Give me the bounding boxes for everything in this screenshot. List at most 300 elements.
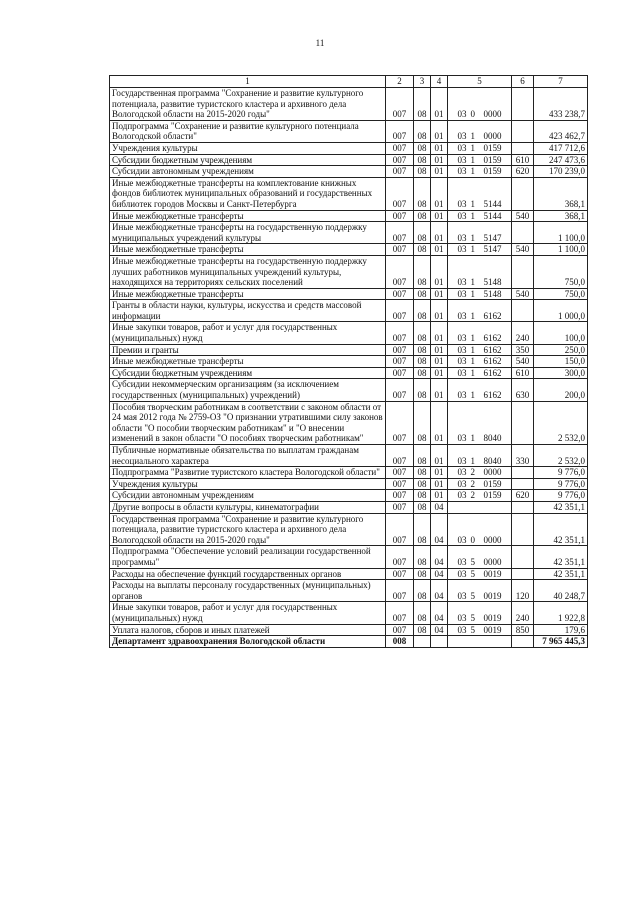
row-subsection-code: 04 xyxy=(431,546,448,568)
row-subsection-code: 01 xyxy=(431,490,448,502)
row-section-code: 08 xyxy=(414,322,431,344)
row-subsection-code: 04 xyxy=(431,513,448,546)
target-code-part: 1 xyxy=(470,166,475,177)
row-subsection-code: 04 xyxy=(431,580,448,602)
target-code-part: 0000 xyxy=(483,131,502,142)
table-row xyxy=(110,624,588,636)
row-expense-type-code xyxy=(512,401,534,444)
row-expense-type-code xyxy=(512,142,534,154)
row-section-code: 08 xyxy=(414,624,431,636)
target-code-part: 1 xyxy=(470,310,475,321)
row-expense-type-code: 330 xyxy=(512,445,534,467)
row-amount: 170 239,0 xyxy=(534,166,588,178)
target-code-part: 0000 xyxy=(483,556,502,567)
row-expense-type-code xyxy=(512,177,534,210)
row-section-code: 08 xyxy=(414,154,431,166)
row-section-code: 08 xyxy=(414,568,431,580)
row-amount: 423 462,7 xyxy=(534,120,588,142)
row-name: Учреждения культуры xyxy=(110,142,386,154)
row-name: Субсидии некоммерческим организациям (за исключением государственных (муниципальных) учреждений) xyxy=(110,379,386,401)
header-cell: 3 xyxy=(414,76,431,88)
row-expense-type-code: 350 xyxy=(512,344,534,356)
target-code-part: 03 xyxy=(457,244,467,255)
target-code-part: 6162 xyxy=(483,333,502,344)
target-code-part: 1 xyxy=(470,277,475,288)
row-grbs-code: 007 xyxy=(386,546,414,568)
target-code-part: 03 xyxy=(457,367,467,378)
target-code-part: 0019 xyxy=(483,568,502,579)
row-grbs-code: 007 xyxy=(386,120,414,142)
row-grbs-code: 007 xyxy=(386,154,414,166)
target-code-part: 0 xyxy=(470,109,475,120)
header-cell: 6 xyxy=(512,76,534,88)
table-row xyxy=(110,379,588,401)
row-section-code: 08 xyxy=(414,490,431,502)
row-name: Иные межбюджетные трансферты xyxy=(110,244,386,256)
row-section-code: 08 xyxy=(414,288,431,300)
row-section-code: 08 xyxy=(414,300,431,322)
target-code-part: 5147 xyxy=(483,244,502,255)
target-code-part: 1 xyxy=(470,333,475,344)
header-cell: 5 xyxy=(448,76,512,88)
target-code-part: 0 xyxy=(470,534,475,545)
row-name: Иные закупки товаров, работ и услуг для государственных (муниципальных) нужд xyxy=(110,322,386,344)
row-name: Подпрограмма "Сохранение и развитие культурного потенциала Вологодской области" xyxy=(110,120,386,142)
table-row xyxy=(110,356,588,368)
row-amount: 42 351,1 xyxy=(534,568,588,580)
target-code-part: 5144 xyxy=(483,210,502,221)
row-grbs-code: 007 xyxy=(386,379,414,401)
row-expense-type-code: 240 xyxy=(512,602,534,624)
table-row xyxy=(110,222,588,244)
target-code-part: 5 xyxy=(470,612,475,623)
target-code-part: 1 xyxy=(470,198,475,209)
row-name: Иные межбюджетные трансферты xyxy=(110,210,386,222)
row-section-code: 08 xyxy=(414,580,431,602)
target-code-part: 1 xyxy=(470,131,475,142)
row-amount: 40 248,7 xyxy=(534,580,588,602)
row-subsection-code: 01 xyxy=(431,344,448,356)
row-target-code xyxy=(448,478,512,490)
target-code-part: 03 xyxy=(457,310,467,321)
row-name: Иные межбюджетные трансферты на комплектование книжных фондов библиотек муниципальных образований и государственных библиотек городов Москвы и Санкт-Петербурга xyxy=(110,177,386,210)
table-body xyxy=(110,88,588,648)
row-subsection-code: 01 xyxy=(431,244,448,256)
target-code-part: 0019 xyxy=(483,612,502,623)
row-subsection-code: 01 xyxy=(431,120,448,142)
row-section-code: 08 xyxy=(414,367,431,379)
row-target-code xyxy=(448,367,512,379)
target-code-part: 1 xyxy=(470,433,475,444)
row-name: Уплата налогов, сборов и иных платежей xyxy=(110,624,386,636)
row-amount: 750,0 xyxy=(534,288,588,300)
row-expense-type-code: 120 xyxy=(512,580,534,602)
row-grbs-code: 007 xyxy=(386,568,414,580)
row-target-code xyxy=(448,624,512,636)
row-target-code xyxy=(448,210,512,222)
target-code-part: 5 xyxy=(470,590,475,601)
row-name: Другие вопросы в области культуры, кинематографии xyxy=(110,501,386,513)
target-code-part: 03 xyxy=(457,490,467,501)
row-section-code: 08 xyxy=(414,120,431,142)
row-expense-type-code xyxy=(512,568,534,580)
header-cell: 7 xyxy=(534,76,588,88)
row-expense-type-code xyxy=(512,300,534,322)
row-section-code: 08 xyxy=(414,244,431,256)
row-name: Субсидии бюджетным учреждениям xyxy=(110,367,386,379)
row-target-code xyxy=(448,636,512,648)
target-code-part: 03 xyxy=(457,142,467,153)
table-row xyxy=(110,445,588,467)
target-code-part: 1 xyxy=(470,390,475,401)
row-amount: 9 776,0 xyxy=(534,467,588,479)
row-amount: 368,1 xyxy=(534,210,588,222)
row-target-code xyxy=(448,568,512,580)
table-row xyxy=(110,467,588,479)
target-code-part: 6162 xyxy=(483,310,502,321)
row-target-code xyxy=(448,120,512,142)
target-code-part: 03 xyxy=(457,467,467,478)
row-grbs-code: 007 xyxy=(386,513,414,546)
row-name: Департамент здравоохранения Вологодской области xyxy=(110,636,386,648)
row-target-code xyxy=(448,344,512,356)
row-subsection-code: 01 xyxy=(431,379,448,401)
row-expense-type-code: 610 xyxy=(512,154,534,166)
row-subsection-code: 01 xyxy=(431,222,448,244)
row-amount: 1 100,0 xyxy=(534,222,588,244)
target-code-part: 0159 xyxy=(483,166,502,177)
row-grbs-code: 007 xyxy=(386,222,414,244)
header-cell: 4 xyxy=(431,76,448,88)
target-code-part: 03 xyxy=(457,232,467,243)
table-row xyxy=(110,580,588,602)
table-row xyxy=(110,322,588,344)
table-row xyxy=(110,602,588,624)
row-grbs-code: 008 xyxy=(386,636,414,648)
row-section-code: 08 xyxy=(414,344,431,356)
row-name: Иные межбюджетные трансферты xyxy=(110,356,386,368)
row-grbs-code: 007 xyxy=(386,288,414,300)
row-section-code: 08 xyxy=(414,513,431,546)
target-code-part: 1 xyxy=(470,288,475,299)
row-expense-type-code xyxy=(512,513,534,546)
table-row xyxy=(110,255,588,288)
row-target-code xyxy=(448,300,512,322)
row-subsection-code: 01 xyxy=(431,166,448,178)
row-target-code xyxy=(448,602,512,624)
row-name: Подпрограмма "Обеспечение условий реализации государственной программы" xyxy=(110,546,386,568)
target-code-part: 03 xyxy=(457,333,467,344)
table-row xyxy=(110,568,588,580)
table-row xyxy=(110,478,588,490)
row-amount: 100,0 xyxy=(534,322,588,344)
target-code-part: 03 xyxy=(457,612,467,623)
table-row xyxy=(110,300,588,322)
target-code-part: 1 xyxy=(470,356,475,367)
row-name: Иные закупки товаров, работ и услуг для государственных (муниципальных) нужд xyxy=(110,602,386,624)
row-amount: 200,0 xyxy=(534,379,588,401)
target-code-part: 03 xyxy=(457,568,467,579)
row-subsection-code: 01 xyxy=(431,445,448,467)
target-code-part: 0000 xyxy=(483,467,502,478)
target-code-part: 03 xyxy=(457,390,467,401)
target-code-part: 1 xyxy=(470,232,475,243)
row-target-code xyxy=(448,166,512,178)
row-subsection-code: 04 xyxy=(431,568,448,580)
target-code-part: 0159 xyxy=(483,154,502,165)
row-name: Субсидии автономным учреждениям xyxy=(110,490,386,502)
row-expense-type-code xyxy=(512,222,534,244)
target-code-part: 03 xyxy=(457,166,467,177)
target-code-part: 03 xyxy=(457,288,467,299)
table-row xyxy=(110,288,588,300)
row-grbs-code: 007 xyxy=(386,142,414,154)
row-target-code xyxy=(448,513,512,546)
row-subsection-code: 01 xyxy=(431,467,448,479)
row-subsection-code: 01 xyxy=(431,142,448,154)
row-target-code xyxy=(448,501,512,513)
row-amount: 42 351,1 xyxy=(534,501,588,513)
row-name: Иные межбюджетные трансферты xyxy=(110,288,386,300)
row-target-code xyxy=(448,580,512,602)
row-section-code: 08 xyxy=(414,222,431,244)
row-amount: 1 922,8 xyxy=(534,602,588,624)
row-name: Иные межбюджетные трансферты на государственную поддержку муниципальных учреждений культуры xyxy=(110,222,386,244)
target-code-part: 03 xyxy=(457,534,467,545)
row-subsection-code: 01 xyxy=(431,478,448,490)
row-subsection-code: 04 xyxy=(431,602,448,624)
target-code-part: 1 xyxy=(470,244,475,255)
target-code-part: 03 xyxy=(457,433,467,444)
target-code-part: 5147 xyxy=(483,232,502,243)
row-name: Расходы на выплаты персоналу государственных (муниципальных) органов xyxy=(110,580,386,602)
row-target-code xyxy=(448,222,512,244)
row-expense-type-code: 540 xyxy=(512,244,534,256)
target-code-part: 8040 xyxy=(483,455,502,466)
row-expense-type-code xyxy=(512,120,534,142)
target-code-part: 0159 xyxy=(483,142,502,153)
target-code-part: 03 xyxy=(457,109,467,120)
target-code-part: 03 xyxy=(457,131,467,142)
row-expense-type-code: 850 xyxy=(512,624,534,636)
target-code-part: 1 xyxy=(470,455,475,466)
row-grbs-code: 007 xyxy=(386,490,414,502)
row-amount: 750,0 xyxy=(534,255,588,288)
row-expense-type-code xyxy=(512,636,534,648)
row-target-code xyxy=(448,177,512,210)
row-name: Гранты в области науки, культуры, искусства и средств массовой информации xyxy=(110,300,386,322)
table-row xyxy=(110,367,588,379)
row-subsection-code: 01 xyxy=(431,177,448,210)
table-row xyxy=(110,244,588,256)
target-code-part: 2 xyxy=(470,478,475,489)
row-subsection-code: 01 xyxy=(431,322,448,344)
row-section-code: 08 xyxy=(414,88,431,121)
row-target-code xyxy=(448,244,512,256)
row-target-code xyxy=(448,445,512,467)
target-code-part: 03 xyxy=(457,590,467,601)
target-code-part: 0159 xyxy=(483,490,502,501)
target-code-part: 5144 xyxy=(483,198,502,209)
target-code-part: 1 xyxy=(470,210,475,221)
row-subsection-code: 04 xyxy=(431,501,448,513)
row-subsection-code: 01 xyxy=(431,288,448,300)
row-subsection-code: 01 xyxy=(431,401,448,444)
row-name: Иные межбюджетные трансферты на государственную поддержку лучших работников муниципальных учреждений культуры, находящихся на территориях сельских поселений xyxy=(110,255,386,288)
table-row xyxy=(110,120,588,142)
row-name: Субсидии автономным учреждениям xyxy=(110,166,386,178)
table-row xyxy=(110,501,588,513)
row-section-code: 08 xyxy=(414,602,431,624)
row-amount: 42 351,1 xyxy=(534,513,588,546)
row-grbs-code: 007 xyxy=(386,445,414,467)
row-section-code: 08 xyxy=(414,210,431,222)
target-code-part: 03 xyxy=(457,198,467,209)
row-subsection-code: 01 xyxy=(431,88,448,121)
target-code-part: 8040 xyxy=(483,433,502,444)
row-target-code xyxy=(448,142,512,154)
target-code-part: 6162 xyxy=(483,344,502,355)
row-section-code: 08 xyxy=(414,478,431,490)
row-amount: 1 000,0 xyxy=(534,300,588,322)
target-code-part: 1 xyxy=(470,154,475,165)
target-code-part: 03 xyxy=(457,154,467,165)
target-code-part: 0000 xyxy=(483,109,502,120)
row-target-code xyxy=(448,154,512,166)
row-expense-type-code xyxy=(512,467,534,479)
table-row xyxy=(110,142,588,154)
target-code-part: 6162 xyxy=(483,390,502,401)
row-grbs-code: 007 xyxy=(386,244,414,256)
target-code-part: 03 xyxy=(457,277,467,288)
row-amount: 7 965 445,3 xyxy=(534,636,588,648)
table-row xyxy=(110,88,588,121)
row-expense-type-code: 540 xyxy=(512,288,534,300)
row-section-code: 08 xyxy=(414,546,431,568)
table-row xyxy=(110,546,588,568)
row-section-code: 08 xyxy=(414,255,431,288)
row-section-code: 08 xyxy=(414,501,431,513)
row-subsection-code: 04 xyxy=(431,624,448,636)
row-target-code xyxy=(448,379,512,401)
row-expense-type-code xyxy=(512,255,534,288)
row-target-code xyxy=(448,490,512,502)
row-amount: 9 776,0 xyxy=(534,490,588,502)
row-section-code: 08 xyxy=(414,445,431,467)
row-amount: 300,0 xyxy=(534,367,588,379)
target-code-part: 5 xyxy=(470,568,475,579)
row-section-code: 08 xyxy=(414,379,431,401)
target-code-part: 03 xyxy=(457,556,467,567)
row-expense-type-code xyxy=(512,501,534,513)
table-row xyxy=(110,401,588,444)
row-target-code xyxy=(448,255,512,288)
table-row xyxy=(110,166,588,178)
row-amount: 1 100,0 xyxy=(534,244,588,256)
target-code-part: 03 xyxy=(457,344,467,355)
row-expense-type-code xyxy=(512,546,534,568)
row-grbs-code: 007 xyxy=(386,300,414,322)
row-amount: 179,6 xyxy=(534,624,588,636)
row-subsection-code: 01 xyxy=(431,210,448,222)
row-amount: 368,1 xyxy=(534,177,588,210)
row-target-code xyxy=(448,88,512,121)
row-section-code: 08 xyxy=(414,356,431,368)
row-amount: 433 238,7 xyxy=(534,88,588,121)
row-subsection-code: 01 xyxy=(431,356,448,368)
row-section-code: 08 xyxy=(414,177,431,210)
row-expense-type-code: 540 xyxy=(512,356,534,368)
row-grbs-code: 007 xyxy=(386,580,414,602)
table-row xyxy=(110,344,588,356)
row-section-code: 08 xyxy=(414,142,431,154)
row-target-code xyxy=(448,401,512,444)
row-name: Публичные нормативные обязательства по выплатам гражданам несоциального характера xyxy=(110,445,386,467)
target-code-part: 0000 xyxy=(483,534,502,545)
row-section-code: 08 xyxy=(414,467,431,479)
target-code-part: 03 xyxy=(457,455,467,466)
row-name: Субсидии бюджетным учреждениям xyxy=(110,154,386,166)
row-expense-type-code xyxy=(512,478,534,490)
row-grbs-code: 007 xyxy=(386,624,414,636)
row-name: Государственная программа "Сохранение и развитие культурного потенциала, развитие туристского кластера и архивного дела Вологодской области на 2015-2020 годы" xyxy=(110,88,386,121)
row-subsection-code: 01 xyxy=(431,154,448,166)
target-code-part: 6162 xyxy=(483,367,502,378)
page-number: 11 xyxy=(315,38,325,48)
row-amount: 42 351,1 xyxy=(534,546,588,568)
target-code-part: 0019 xyxy=(483,590,502,601)
target-code-part: 1 xyxy=(470,344,475,355)
table-row xyxy=(110,154,588,166)
row-grbs-code: 007 xyxy=(386,356,414,368)
row-expense-type-code: 620 xyxy=(512,490,534,502)
row-expense-type-code: 620 xyxy=(512,166,534,178)
target-code-part: 0159 xyxy=(483,478,502,489)
row-name: Премии и гранты xyxy=(110,344,386,356)
row-amount: 9 776,0 xyxy=(534,478,588,490)
row-target-code xyxy=(448,288,512,300)
target-code-part: 2 xyxy=(470,467,475,478)
target-code-part: 03 xyxy=(457,624,467,635)
row-grbs-code: 007 xyxy=(386,501,414,513)
row-grbs-code: 007 xyxy=(386,467,414,479)
table-row xyxy=(110,177,588,210)
row-grbs-code: 007 xyxy=(386,322,414,344)
row-expense-type-code xyxy=(512,88,534,121)
target-code-part: 5 xyxy=(470,624,475,635)
row-expense-type-code: 240 xyxy=(512,322,534,344)
row-name: Подпрограмма "Развитие туристского кластера Вологодской области" xyxy=(110,467,386,479)
target-code-part: 6162 xyxy=(483,356,502,367)
row-name: Расходы на обеспечение функций государственных органов xyxy=(110,568,386,580)
row-name: Пособия творческим работникам в соответствии с законом области от 24 мая 2012 года № 2759-ОЗ "О признании утратившими силу законов области "О пособии творческим работникам" и "О внесении изменений в закон области "О пособиях творческим работникам" xyxy=(110,401,386,444)
row-section-code: 08 xyxy=(414,166,431,178)
row-grbs-code: 007 xyxy=(386,401,414,444)
row-grbs-code: 007 xyxy=(386,177,414,210)
row-target-code xyxy=(448,356,512,368)
row-amount: 250,0 xyxy=(534,344,588,356)
row-amount: 2 532,0 xyxy=(534,445,588,467)
table-row xyxy=(110,490,588,502)
row-amount: 150,0 xyxy=(534,356,588,368)
header-cell: 1 xyxy=(110,76,386,88)
row-target-code xyxy=(448,467,512,479)
row-grbs-code: 007 xyxy=(386,602,414,624)
target-code-part: 03 xyxy=(457,210,467,221)
row-name: Государственная программа "Сохранение и развитие культурного потенциала, развитие туристского кластера и архивного дела Вологодской области на 2015-2020 годы" xyxy=(110,513,386,546)
target-code-part: 1 xyxy=(470,367,475,378)
row-grbs-code: 007 xyxy=(386,166,414,178)
